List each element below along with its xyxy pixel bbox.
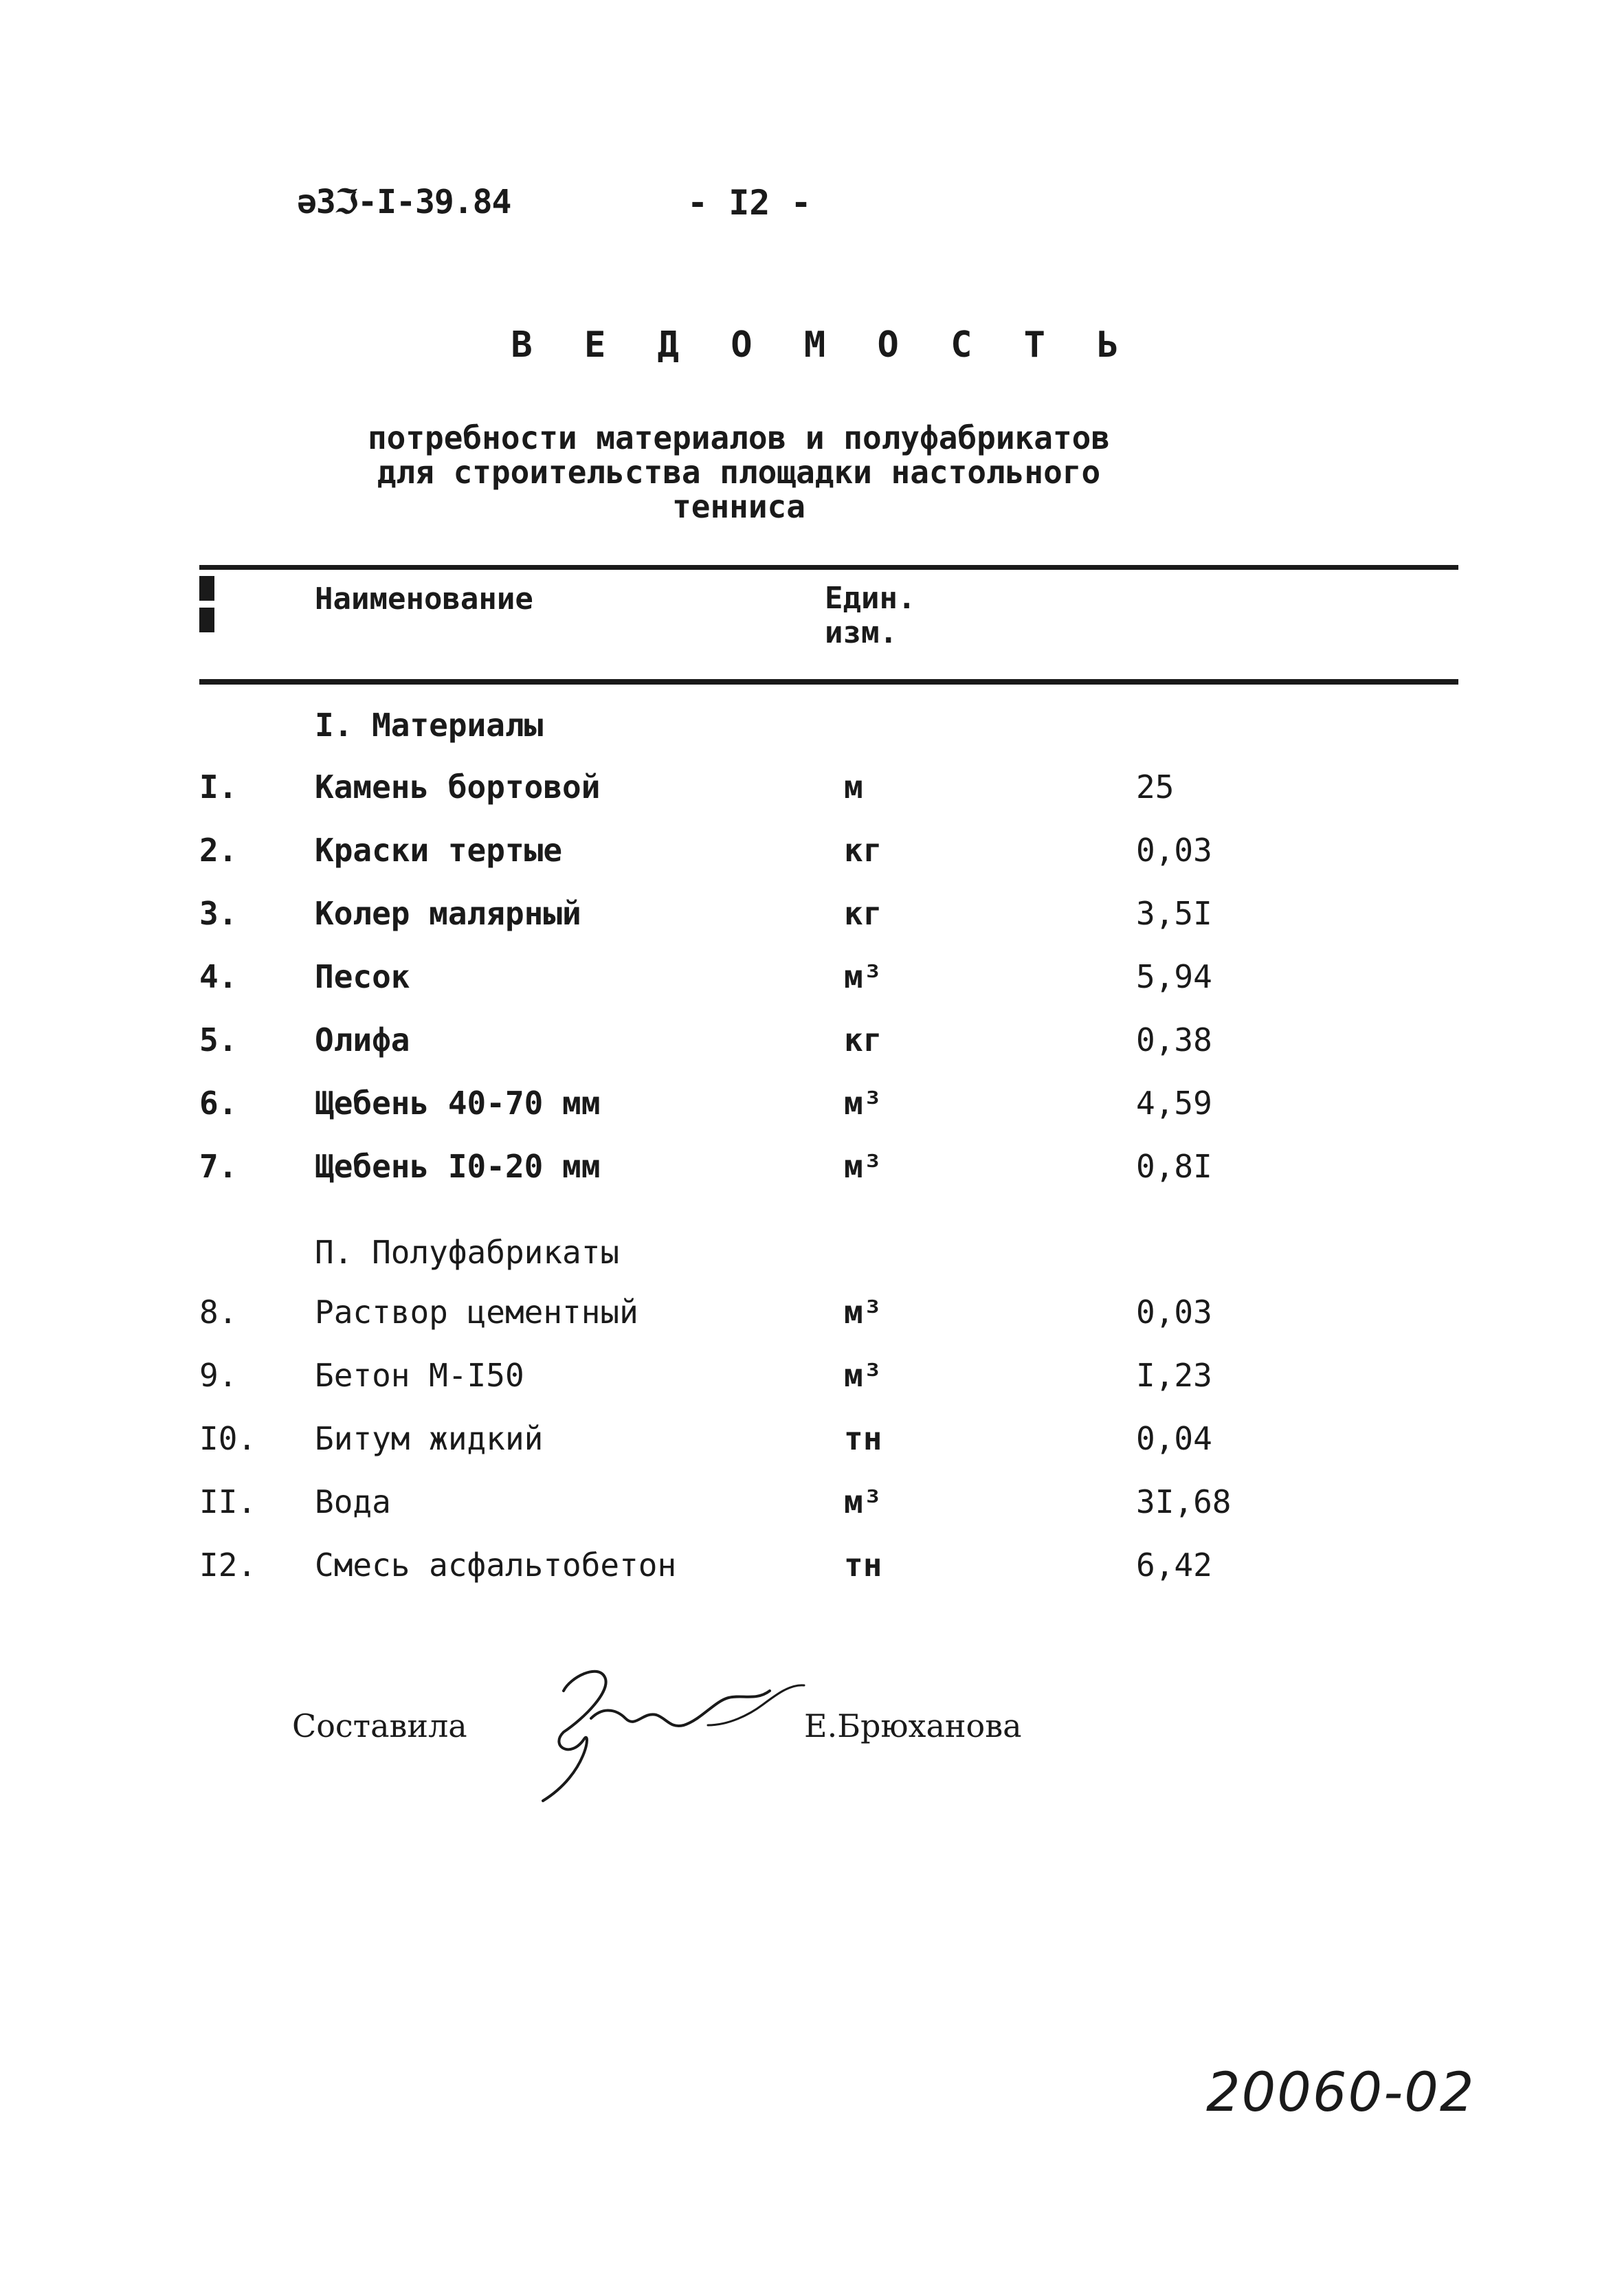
- row-unit: м³: [844, 1294, 882, 1331]
- row-number: 7.: [199, 1148, 238, 1185]
- table-row: [0, 1546, 1624, 1588]
- row-quantity: 0,8I: [1136, 1148, 1212, 1185]
- row-name: Олифа: [315, 1021, 410, 1058]
- row-quantity: 3I,68: [1136, 1483, 1232, 1520]
- row-number: I0.: [199, 1420, 257, 1457]
- row-name: Щебень I0-20 мм: [315, 1148, 601, 1185]
- row-number: 8.: [199, 1294, 238, 1331]
- subtitle-line-2: для строительства площадки настольного: [377, 454, 1101, 491]
- table-row: [0, 1294, 1624, 1335]
- row-number: 9.: [199, 1357, 238, 1394]
- row-quantity: 0,04: [1136, 1420, 1212, 1457]
- row-unit: кг: [844, 1021, 882, 1058]
- subtitle-line-1: потребности материалов и полуфабрикатов: [367, 419, 1111, 456]
- row-unit: м³: [844, 1148, 882, 1185]
- row-quantity: 25: [1136, 768, 1175, 806]
- row-name: Колер малярный: [315, 895, 581, 932]
- row-unit: м³: [844, 1085, 882, 1122]
- row-number: 3.: [199, 895, 238, 932]
- row-quantity: 4,59: [1136, 1085, 1212, 1122]
- handwritten-signature: [522, 1636, 811, 1808]
- row-unit: м³: [844, 1357, 882, 1394]
- table-header-rule: [199, 679, 1458, 685]
- row-name: Вода: [315, 1483, 391, 1520]
- row-quantity: 3,5I: [1136, 895, 1212, 932]
- subtitle-line-3: тенниса: [672, 488, 805, 525]
- row-quantity: 0,03: [1136, 1294, 1212, 1331]
- row-quantity: 5,94: [1136, 958, 1212, 995]
- row-number: 2.: [199, 832, 238, 869]
- row-quantity: 0,03: [1136, 832, 1212, 869]
- row-number: II.: [199, 1483, 257, 1520]
- signer-name: Е.Брюханова: [804, 1707, 1022, 1744]
- row-name: Краски тертые: [315, 832, 563, 869]
- page-number: - I2 -: [687, 183, 812, 223]
- unit-header-line-2: изм.: [825, 615, 898, 650]
- handwritten-stamp-number: 20060-02: [1206, 2062, 1476, 2124]
- row-number: 4.: [199, 958, 238, 995]
- row-unit: тн: [844, 1546, 882, 1584]
- row-unit: м³: [844, 1483, 882, 1520]
- row-quantity: 0,38: [1136, 1021, 1212, 1058]
- table-top-rule: [199, 565, 1458, 570]
- row-number: 5.: [199, 1021, 238, 1058]
- table-row: [0, 1483, 1624, 1524]
- table-row: [0, 1021, 1624, 1063]
- row-number: I.: [199, 768, 238, 806]
- table-row: [0, 895, 1624, 936]
- table-row: [0, 1148, 1624, 1189]
- row-quantity: 6,42: [1136, 1546, 1212, 1584]
- row-name: Щебень 40-70 мм: [315, 1085, 601, 1122]
- row-name: Камень бортовой: [315, 768, 601, 806]
- table-row: [0, 958, 1624, 999]
- number-column-header: [199, 576, 217, 639]
- table-row: [0, 1085, 1624, 1126]
- document-code: ǝЗℑ-I-39.84: [297, 183, 511, 221]
- unit-header-line-1: Един.: [825, 581, 916, 616]
- row-name: Бетон М-I50: [315, 1357, 524, 1394]
- row-unit: м: [844, 768, 863, 806]
- section-title-materials: I. Материалы: [315, 707, 544, 744]
- row-unit: кг: [844, 832, 882, 869]
- row-number: 6.: [199, 1085, 238, 1122]
- row-quantity: I,23: [1136, 1357, 1212, 1394]
- table-row: [0, 768, 1624, 810]
- row-name: Битум жидкий: [315, 1420, 544, 1457]
- table-row: [0, 832, 1624, 873]
- row-name: Раствор цементный: [315, 1294, 638, 1331]
- row-name: Песок: [315, 958, 410, 995]
- table-row: [0, 1420, 1624, 1461]
- row-number: I2.: [199, 1546, 257, 1584]
- document-title: В Е Д О М О С Т Ь: [511, 324, 1134, 366]
- document-subtitle: [0, 421, 1478, 524]
- row-unit: кг: [844, 895, 882, 932]
- unit-column-header: [825, 581, 915, 650]
- name-column-header: Наименование: [315, 581, 533, 617]
- row-unit: м³: [844, 958, 882, 995]
- row-name: Смесь асфальтобетон: [315, 1546, 677, 1584]
- table-row: [0, 1357, 1624, 1398]
- section-title-semifinished: П. Полуфабрикаты: [315, 1234, 620, 1271]
- compiled-by-label: Составила: [292, 1707, 467, 1744]
- row-unit: тн: [844, 1420, 882, 1457]
